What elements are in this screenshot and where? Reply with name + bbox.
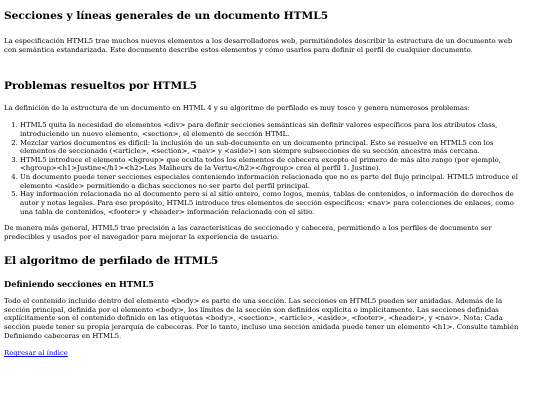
list-item: 4. Un documento puede tener secciones especiales conteniendo información relacionada que no es parte del flujo principal. HTML5 introduce el elemento <aside> permitiendo a dichas secciones no ser parte del perfil principal. [20,173,526,190]
intro-paragraph: La especificación HTML5 trae muchos nuevos elementos a los desarrolladores web, permitiéndoles describir la estructura de un documento web con semántica estandarizada. Este documento describe estos elementos y cómo usarlos para definir el perfil de cualquier documento. [4,37,513,54]
list-item: 1. HTML5 quita la necesidad de elementos <div> para definir secciones semánticas sin definir valores específicos para los atributos class, introduciendo un nuevo elemento, <section>, el elemento de sección HTML. [20,121,526,138]
list-item: 5. Hay información relacionada no al documento pero sí al sitio entero, como logos, menús, tablas de contenidos, o información de derechos de autor y notas legales. Para ese propósito, HTML5 introduce tres elementos de sección específicos: <nav> para colecciones de enlaces, como una tabla de contenidos, <footer> y <header> información relacionada con el sitio. [20,190,526,216]
heading-problems: Problemas resueltos por HTML5 [4,80,198,93]
list-item: 2. Mezclar varios documentos es difícil: la inclusión de un sub-documento en un documento principal. Esto se resuelve en HTML5 con los elementos de seccionado (<article>, <section>, <nav> y <aside>) son siempre subsecciones de su sección ancestra más cercana. [20,139,526,156]
subheading-defining-sections: Definiendo secciones en HTML5 [4,278,154,289]
list-item: 3. HTML5 introduce el elemento <hgroup> que oculta todos los elementos de cabecera excepto el primero de más alto rango (por ejemplo, <hgroup><h1>Justine</h1><h2>Les Malheurs de la Vertu</h2></hgroup> crea el perfil 1. Justine). [20,156,526,173]
problems-lead-paragraph: La definición de la estructura de un documento en HTML 4 y su algoritmo de perfilado es muy tosco y genera numerosos problemas: [4,103,470,112]
problems-conclusion-paragraph: De manera más general, HTML5 trae precisión a las características de seccionado y cabecera, permitiendo a los perfiles de documento ser predecibles y usados por el navegador para mejorar la experiencia de usuario. [4,224,492,241]
heading-algorithm: El algoritmo de perfilado de HTML5 [4,255,219,268]
problems-list [4,121,526,216]
back-to-index-link[interactable]: Regresar al índice [4,349,68,358]
page-title: Secciones y líneas generales de un documento HTML5 [4,10,329,22]
algorithm-body-paragraph: Todo el contenido incluido dentro del elemento <body> es parte de una sección. Las secciones en HTML5 pueden ser anidadas. Además de la sección principal, definida por el elemento <body>, los límites de la sección son definidos explícita o implícitamente. Las secciones definidas explícitamente son el contenido definido en las etiquetas <body>, <section>, <article>, <aside>, <footer>, <header>, y <nav>. Nota: Cada sección puede tener su propia jerarquía de cabeceras. Por lo tanto, incluso una sección anidada puede tener un elemento <h1>. Consulte también Definiendo cabeceras en HTML5. [4,297,519,340]
